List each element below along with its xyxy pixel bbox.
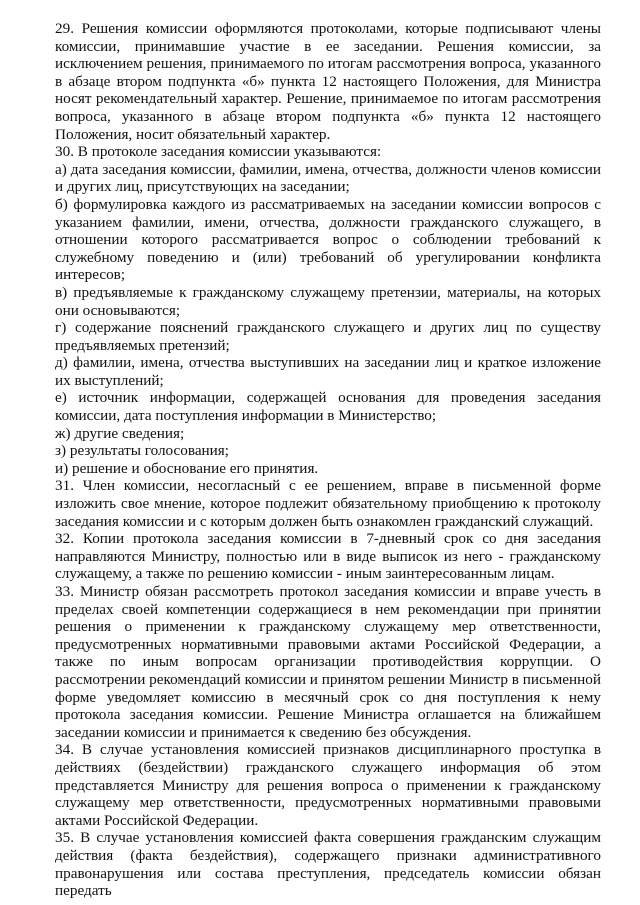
document-page [55,20,601,900]
list-item-a: а) дата заседания комиссии, фамилии, имена, отчества, должности членов комиссии и других лиц, присутствующих на заседании; [55,160,601,196]
paragraph-32: 32. Копии протокола заседания комиссии в 7-дневный срок со дня заседания направляются Министру, полностью или в виде выписок из него - гражданскому служащему, а также по решению комиссии - иным заинтересованным лицам. [55,530,601,583]
paragraph-31: 31. Член комиссии, несогласный с ее решением, вправе в письменной форме изложить свое мнение, которое подлежит обязательному приобщению к протоколу заседания комиссии и с которым должен быть ознакомлен гражданский служащий. [55,477,601,530]
paragraph-30: 30. В протоколе заседания комиссии указываются: [55,143,382,161]
list-item-v: в) предъявляемые к гражданскому служащему претензии, материалы, на которых они основываются; [55,283,601,319]
paragraph-33: 33. Министр обязан рассмотреть протокол заседания комиссии и вправе учесть в пределах своей компетенции содержащиеся в нем рекомендации при принятии решения о применении к гражданскому служащему мер ответственности, предусмотренных нормативными правовыми актами Российской Федерации, а также по иным вопросам организации противодействия коррупции. О рассмотрении рекомендаций комиссии и принятом решении Министр в письменной форме уведомляет комиссию в месячный срок со дня поступления к нему протокола заседания комиссии. Решение Министра оглашается на ближайшем заседании комиссии и принимается к сведению без обсуждения. [55,583,601,741]
list-item-zh: ж) другие сведения; [55,424,185,442]
list-item-z: з) результаты голосования; [55,442,230,460]
paragraph-34: 34. В случае установления комиссией признаков дисциплинарного проступка в действиях (бездействии) гражданского служащего информация об этом представляется Министру для решения вопроса о применении к гражданскому служащему мер ответственности, предусмотренных нормативными правовыми актами Российской Федерации. [55,741,601,829]
list-item-i: и) решение и обоснование его принятия. [55,459,319,477]
paragraph-29: 29. Решения комиссии оформляются протоколами, которые подписывают члены комиссии, принимавшие участие в ее заседании. Решения комиссии, за исключением решения, принимаемого по итогам рассмотрения вопроса, указанного в абзаце втором подпункта «б» пункта 12 настоящего Положения, для Министра носят рекомендательный характер. Решение, принимаемое по итогам рассмотрения вопроса, указанного в абзаце втором подпункта «б» пункта 12 настоящего Положения, носит обязательный характер. [55,20,601,143]
list-item-b: б) формулировка каждого из рассматриваемых на заседании комиссии вопросов с указанием фамилии, имени, отчества, должности гражданского служащего, в отношении которого рассматривается вопрос о соблюдении требований к служебному поведению и (или) требований об урегулировании конфликта интересов; [55,195,601,284]
list-item-g: г) содержание пояснений гражданского служащего и других лиц по существу предъявляемых претензий; [55,319,601,354]
paragraph-35: 35. В случае установления комиссией факта совершения гражданским служащим действия (факта бездействия), содержащего признаки административного правонарушения или состава преступления, председатель комиссии обязан передать [55,829,601,900]
list-item-d: д) фамилии, имена, отчества выступивших на заседании лиц и краткое изложение их выступлений; [55,354,601,389]
list-item-e: е) источник информации, содержащей основания для проведения заседания комиссии, дата поступления информации в Министерство; [55,389,601,425]
